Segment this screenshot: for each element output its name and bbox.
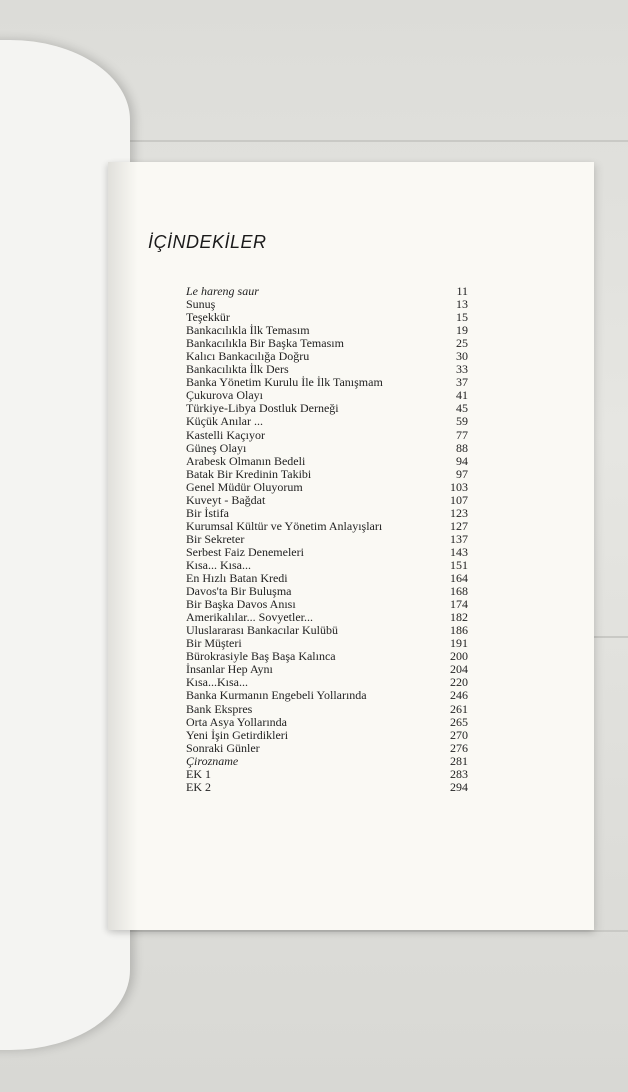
toc-entry-page-number: 25 (456, 336, 468, 351)
toc-entry-title: Amerikalılar... Sovyetler... (186, 610, 313, 625)
toc-entry-page-number: 11 (456, 284, 468, 298)
toc-entry-title: Bir İstifa (186, 505, 229, 520)
toc-entry-page-number: 246 (450, 688, 468, 703)
toc-entry-title: Çirozname (186, 753, 239, 768)
toc-entry-page-number: 127 (450, 518, 468, 533)
toc-entry-title: Sonraki Günler (186, 740, 260, 755)
page-title: İÇİNDEKİLER (148, 232, 267, 252)
toc-entry-page-number: 281 (450, 753, 468, 768)
toc-entry (186, 755, 468, 768)
toc-entry-title: Bir Müşteri (186, 636, 242, 651)
toc-entry-page-number: 15 (456, 310, 468, 325)
toc-entry-page-number: 265 (450, 714, 468, 729)
toc-entry-page-number: 30 (456, 349, 468, 364)
toc-entry-title: Banka Yönetim Kurulu İle İlk Tanışmam (186, 375, 383, 390)
toc-entry-title: Bir Sekreter (186, 531, 245, 546)
toc-entry-page-number: 200 (450, 649, 468, 664)
toc-entry (186, 415, 468, 428)
toc-entry-page-number: 45 (456, 401, 468, 416)
toc-entry (186, 703, 468, 716)
toc-entry-title: Serbest Faiz Denemeleri (186, 544, 304, 559)
toc-entry-title: Bankacılıkla Bir Başka Temasım (186, 336, 344, 351)
toc-entry-page-number: 13 (456, 297, 468, 312)
toc-entry-title: Uluslararası Bankacılar Kulübü (186, 623, 338, 638)
toc-entry-page-number: 151 (450, 557, 468, 572)
toc-entry-page-number: 41 (456, 388, 468, 403)
toc-entry-page-number: 123 (450, 505, 468, 520)
toc-entry-title: Bankacılıkla İlk Temasım (186, 323, 310, 338)
toc-entry-page-number: 220 (450, 675, 468, 690)
toc-entry (186, 481, 468, 494)
toc-entry-title: Bir Başka Davos Anısı (186, 597, 296, 612)
toc-entry-title: Kısa... Kısa... (186, 557, 251, 572)
toc-entry-page-number: 168 (450, 584, 468, 599)
toc-entry (186, 442, 468, 455)
toc-entry-page-number: 191 (450, 636, 468, 651)
toc-entry (186, 742, 468, 755)
toc-entry (186, 689, 468, 702)
toc-entry-title: Bürokrasiyle Baş Başa Kalınca (186, 649, 336, 664)
toc-entry-page-number: 19 (456, 323, 468, 338)
toc-entry-page-number: 94 (456, 453, 468, 468)
toc-entry-title: Teşekkür (186, 310, 230, 325)
toc-entry-page-number: 77 (456, 427, 468, 442)
toc-entry-page-number: 143 (450, 544, 468, 559)
toc-entry-page-number: 261 (450, 701, 468, 716)
toc-entry (186, 533, 468, 546)
toc-entry-page-number: 59 (456, 414, 468, 429)
toc-entry-title: Kısa...Kısa... (186, 675, 248, 690)
toc-entry (186, 429, 468, 442)
toc-entry-page-number: 33 (456, 362, 468, 377)
toc-entry-title: Kastelli Kaçıyor (186, 427, 265, 442)
toc-entry-page-number: 37 (456, 375, 468, 390)
toc-entry-page-number: 103 (450, 479, 468, 494)
toc-entry-title: Yeni İşin Getirdikleri (186, 727, 289, 742)
toc-entry (186, 494, 468, 507)
toc-entry-title: Güneş Olayı (186, 440, 247, 455)
toc-entry-title: Çukurova Olayı (186, 388, 263, 403)
toc-entry-title: EK 1 (186, 766, 211, 781)
toc-entry-title: EK 2 (186, 779, 211, 794)
toc-entry-page-number: 174 (450, 597, 468, 612)
toc-entry-page-number: 107 (450, 492, 468, 507)
toc-entry-title: Orta Asya Yollarında (186, 714, 287, 729)
toc-entry-page-number: 276 (450, 740, 468, 755)
toc-entry (186, 520, 468, 533)
toc-entry (186, 729, 468, 742)
toc-entry-page-number: 137 (450, 531, 468, 546)
toc-entry-page-number: 270 (450, 727, 468, 742)
toc-entry-page-number: 164 (450, 571, 468, 586)
toc-entry-title: Kurumsal Kültür ve Yönetim Anlayışları (186, 518, 383, 533)
toc-entry-title: Le hareng saur (186, 284, 259, 298)
toc-entry-title: Arabesk Olmanın Bedeli (186, 453, 306, 468)
toc-entry-title: Küçük Anılar ... (186, 414, 263, 429)
toc-entry (186, 507, 468, 520)
toc-entry-title: Kuveyt - Bağdat (186, 492, 266, 507)
toc-entry-page-number: 182 (450, 610, 468, 625)
toc-entry-title: Banka Kurmanın Engebeli Yollarında (186, 688, 367, 703)
toc-entry (186, 781, 468, 794)
toc-entry-page-number: 294 (450, 779, 468, 794)
toc-entry-page-number: 283 (450, 766, 468, 781)
toc-entry (186, 768, 468, 781)
toc-entry (186, 285, 468, 298)
toc-entry-page-number: 97 (456, 466, 468, 481)
toc-entry-title: Bank Ekspres (186, 701, 253, 716)
toc-entry-title: İnsanlar Hep Aynı (186, 662, 273, 677)
toc-entry-title: Genel Müdür Oluyorum (186, 479, 303, 494)
toc-entry-title: Türkiye-Libya Dostluk Derneği (186, 401, 339, 416)
table-of-contents (186, 285, 468, 794)
toc-entry-title: Batak Bir Kredinin Takibi (186, 466, 312, 481)
toc-entry-title: Davos'ta Bir Buluşma (186, 584, 292, 599)
toc-entry-title: Bankacılıkta İlk Ders (186, 362, 289, 377)
toc-entry (186, 716, 468, 729)
toc-entry (186, 468, 468, 481)
spine-shadow (108, 162, 138, 930)
toc-entry-title: En Hızlı Batan Kredi (186, 571, 288, 586)
toc-entry-title: Kalıcı Bankacılığa Doğru (186, 349, 310, 364)
toc-entry-page-number: 88 (456, 440, 468, 455)
toc-entry (186, 455, 468, 468)
toc-entry-page-number: 186 (450, 623, 468, 638)
toc-entry-page-number: 204 (450, 662, 468, 677)
toc-entry-title: Sunuş (186, 297, 216, 312)
